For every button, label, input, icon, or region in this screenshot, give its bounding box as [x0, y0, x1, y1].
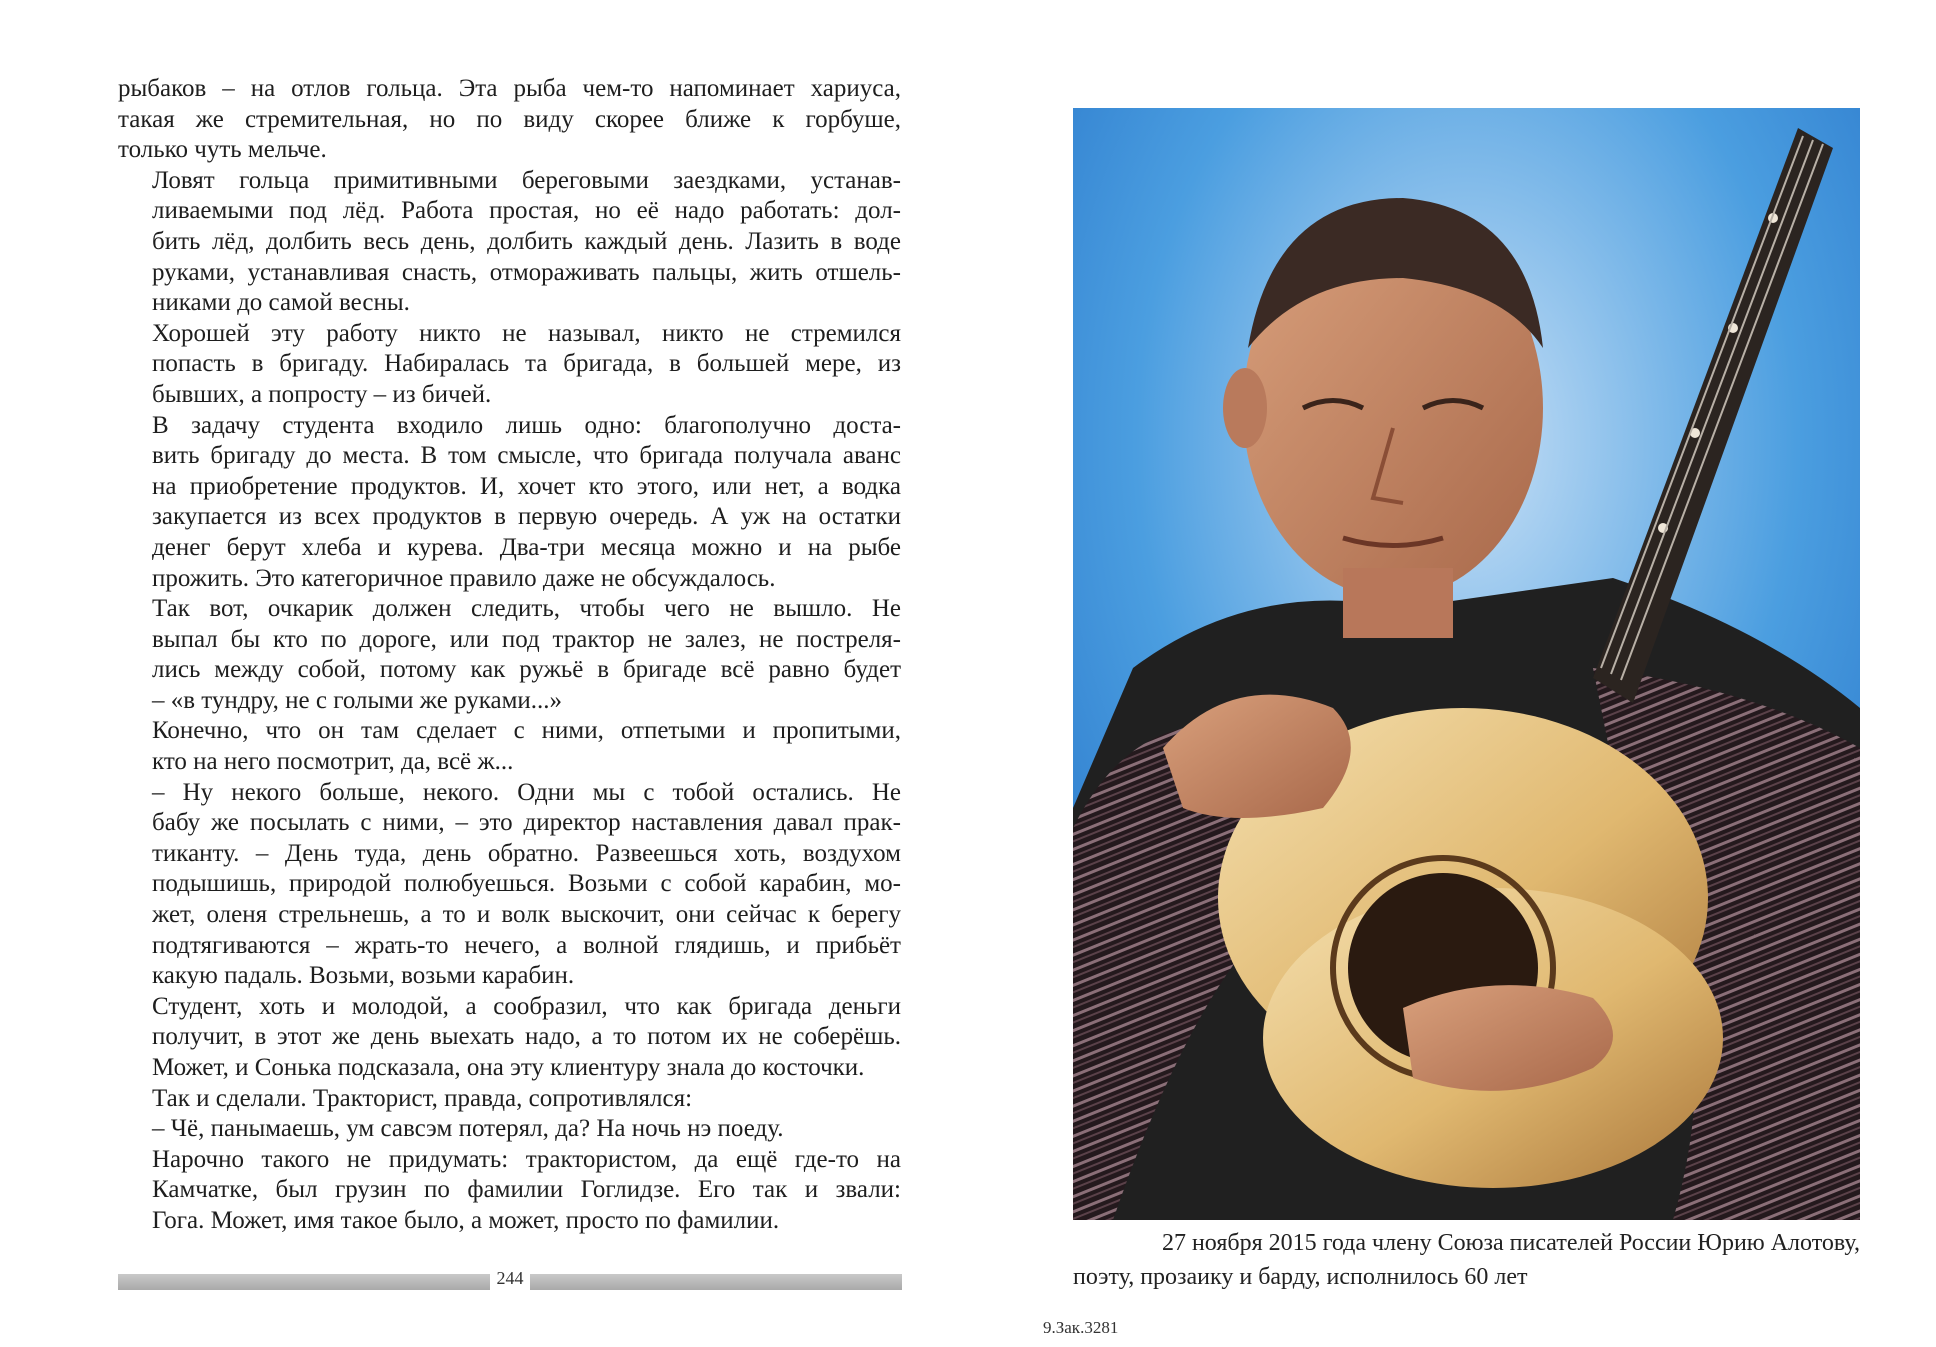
text-line: бить лёд, долбить весь день, долбить каждый день. Лазить в воде	[152, 227, 901, 255]
text-line: – Чё, панымаешь, ум савсэм потерял, да? На ночь нэ поеду.	[152, 1115, 784, 1143]
text-line: Камчатке, был грузин по фамилии Гоглидзе. Его так и звали:	[152, 1176, 901, 1204]
paragraph	[118, 716, 901, 777]
caption-line-1: 27 ноября 2015 года члену Союза писателей России Юрию Алотову,	[1161, 1230, 1860, 1256]
text-line: Так и сделали. Тракторист, правда, сопротивлялся:	[152, 1084, 693, 1112]
text-line: Студент, хоть и молодой, а сообразил, что как бригада деньги	[152, 992, 901, 1020]
text-line: Так вот, очкарик должен следить, чтобы чего не вышло. Не	[152, 595, 901, 623]
text-line: закупается из всех продуктов в первую очередь. А уж на остатки	[152, 503, 901, 531]
portrait-photo	[1073, 108, 1860, 1220]
text-line: Конечно, что он там сделает с ними, отпетыми и пропитыми,	[152, 717, 901, 745]
print-mark: 9.Зак.3281	[1043, 1318, 1119, 1337]
text-line: только чуть мельче.	[118, 136, 327, 164]
portrait-illustration	[1073, 108, 1860, 1220]
text-line: руками, устанавливая снасть, отмораживать пальцы, жить отшель-	[152, 258, 901, 286]
text-line: получит, в этот же день выехать надо, а то потом их не соберёшь.	[152, 1023, 901, 1051]
text-line: подышишь, природой полюбуешься. Возьми с собой карабин, мо-	[152, 870, 901, 898]
text-line: – «в тундру, не с голыми же руками...»	[152, 686, 563, 714]
caption-line-2: поэту, прозаику и барду, исполнилось 60 лет	[1073, 1264, 1528, 1290]
paragraph	[118, 319, 901, 411]
text-line: Гога. Может, имя такое было, а может, просто по фамилии.	[152, 1206, 780, 1234]
text-line: денег берут хлеба и курева. Два-три месяца можно и на рыбе	[152, 533, 901, 561]
paragraph	[118, 778, 901, 992]
text-line: какую падаль. Возьми, возьми карабин.	[152, 962, 575, 990]
text-line: жет, оленя стрельнешь, а то и волк выскочит, они сейчас к берегу	[152, 901, 901, 929]
text-line: вить бригаду до места. В том смысле, что бригада получала аванс	[152, 442, 901, 470]
text-line: такая же стремительная, но по виду скорее ближе к горбуше,	[118, 105, 901, 133]
text-line: бабу же посылать с ними, – это директор наставления давал прак-	[152, 809, 901, 837]
paragraph	[118, 1084, 901, 1115]
paragraph	[118, 1145, 901, 1237]
text-line: подтягиваются – жрать-то нечего, а волной глядишь, и прибьёт	[152, 931, 901, 959]
text-line: тиканту. – День туда, день обратно. Развеешься хоть, воздухом	[152, 839, 901, 867]
photo-caption	[1073, 1226, 1860, 1294]
text-line: бывших, а попросту – из бичей.	[152, 380, 492, 408]
text-line: рыбаков – на отлов гольца. Эта рыба чем-то напоминает хариуса,	[118, 75, 901, 102]
paragraph	[118, 1114, 901, 1145]
footer-bar-left	[118, 1274, 490, 1290]
text-line: Нарочно такого не придумать: трактористом, да ещё где-то на	[152, 1145, 901, 1173]
footer-bar-right	[530, 1274, 902, 1290]
text-line: Хорошей эту работу никто не называл, никто не стремился	[152, 319, 901, 347]
text-line: прожить. Это категоричное правило даже не обсуждалось.	[152, 564, 776, 592]
text-line: лись между собой, потому как ружьё в бригаде всё равно будет	[152, 656, 901, 684]
paragraph	[118, 411, 901, 595]
paragraph	[118, 74, 901, 166]
text-line: никами до самой весны.	[152, 289, 410, 317]
text-line: Ловят гольца примитивными береговыми заездками, устанав-	[152, 166, 901, 194]
text-line: кто на него посмотрит, да, всё ж...	[152, 748, 514, 776]
text-line: – Ну некого больше, некого. Одни мы с тобой остались. Не	[152, 778, 901, 806]
paragraph	[118, 166, 901, 319]
text-line: ливаемыми под лёд. Работа простая, но её надо работать: дол-	[152, 197, 901, 225]
page-number: 244	[496, 1268, 524, 1288]
paragraph	[118, 992, 901, 1084]
text-line: на приобретение продуктов. И, хочет кто этого, или нет, а водка	[152, 472, 901, 500]
text-line: выпал бы кто по дороге, или под трактор не залез, не постреля-	[152, 625, 901, 653]
text-line: Может, и Сонька подсказала, она эту клиентуру знала до косточки.	[152, 1054, 865, 1081]
left-page-text	[118, 74, 901, 1237]
paragraph	[118, 594, 901, 716]
text-line: В задачу студента входило лишь одно: благополучно доста-	[152, 411, 901, 439]
text-line: попасть в бригаду. Набиралась та бригада, в большей мере, из	[152, 350, 901, 378]
